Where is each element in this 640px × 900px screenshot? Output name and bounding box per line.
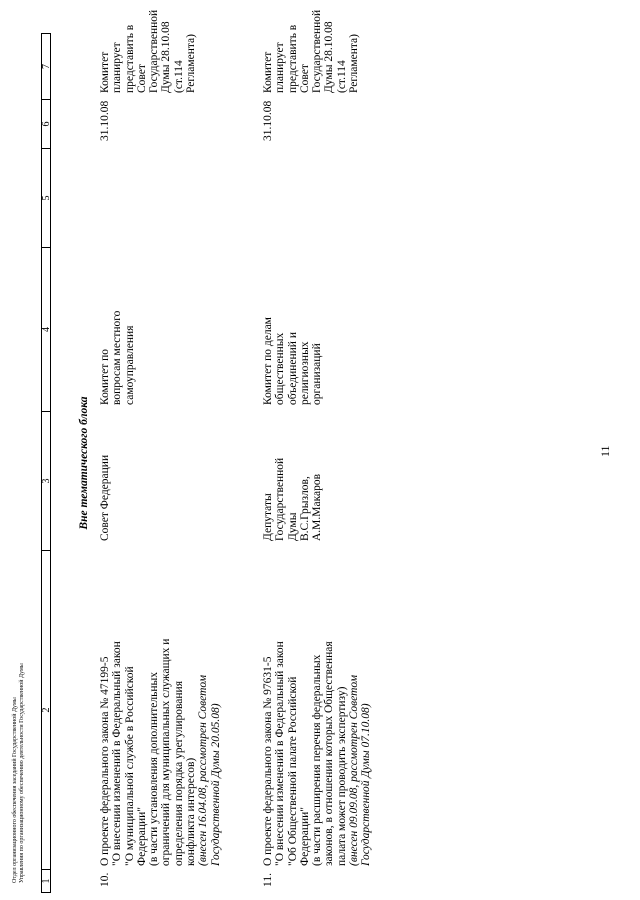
header-col-5: 5 xyxy=(41,148,51,248)
committee-line: религиозных xyxy=(298,341,311,405)
committee-line: общественных xyxy=(274,332,287,405)
section-title: Вне тематического блока xyxy=(78,396,90,530)
header-col-7: 7 xyxy=(41,33,51,100)
plan xyxy=(262,9,361,93)
header-col-1: 1 xyxy=(41,869,51,893)
bill-line: конфликта интересов) xyxy=(185,757,198,866)
bill-note-line: Государственной Думы 07.10.08) xyxy=(360,703,373,866)
bill-line: (в части расширения перечня федеральных xyxy=(311,654,324,866)
committee-line: Комитет по делам xyxy=(262,317,274,405)
header-col-6: 6 xyxy=(41,99,51,149)
plan-line: Государственной xyxy=(311,9,324,93)
bill-line: Федерации" xyxy=(135,806,148,866)
initiator-line: Государственной xyxy=(274,457,287,541)
plan-line: Комитет планирует xyxy=(262,42,287,93)
bill-line: "О внесении изменений в Федеральный закон xyxy=(111,641,124,866)
plan-line: Думы 28.10.08 xyxy=(323,21,336,93)
bill-line: "Об Общественной палате Российской xyxy=(286,676,299,866)
row-number: 10. xyxy=(99,872,111,887)
bill-line: (в части установления дополнительных xyxy=(148,672,161,866)
bill-line: "О муниципальной службе в Российской xyxy=(123,666,136,866)
bill-description xyxy=(262,566,373,866)
plan-line: представить в Совет xyxy=(286,24,311,93)
plan-line: (ст.114 Регламента) xyxy=(335,34,361,93)
bill-line: О проекте федерального закона № 97631-5 xyxy=(262,656,274,866)
bill-note-line: Государственной Думы 20.05.08) xyxy=(209,703,222,866)
header-col-2: 2 xyxy=(41,550,51,870)
committee-line: вопросам местного xyxy=(111,310,124,405)
plan-line: Комитет планирует xyxy=(99,42,124,93)
footer xyxy=(12,663,26,883)
rotated-page xyxy=(6,9,616,893)
bill-line: Федерации" xyxy=(298,806,311,866)
initiator xyxy=(99,421,111,541)
bill-line: "О внесении изменений в Федеральный закон xyxy=(274,641,287,866)
plan-line: (ст.114 Регламента) xyxy=(172,34,198,93)
initiator-line: А.М.Макаров xyxy=(311,473,324,541)
bill-line: законов, в отношении которых Общественная xyxy=(323,641,336,866)
initiator-line: Совет Федерации xyxy=(99,454,111,541)
header-col-4: 4 xyxy=(41,247,51,412)
committee-line: Комитет по xyxy=(99,349,111,405)
committee-line: объединений и xyxy=(286,332,299,405)
initiator xyxy=(262,421,323,541)
date: 31.10.08 xyxy=(262,100,274,141)
footer-line: Управления по организационному обеспечению деятельности Государственной Думы xyxy=(19,663,25,883)
plan-line: Думы 28.10.08 xyxy=(160,21,173,93)
table-header xyxy=(41,33,51,893)
initiator-line: Депутаты xyxy=(262,493,274,541)
initiator-line: Думы xyxy=(286,512,299,541)
initiator-line: В.С.Грызлов, xyxy=(298,476,311,541)
bill-line: ограничений для муниципальных служащих и xyxy=(160,638,173,866)
bill-note-line: (внесен 09.09.08, рассмотрен Советом xyxy=(348,674,361,866)
plan-line: Государственной xyxy=(148,9,161,93)
header-col-3: 3 xyxy=(41,411,51,551)
row-number: 11. xyxy=(262,873,274,887)
committee xyxy=(262,255,323,405)
footer-line: Отдел организационного обеспечения заседаний Государственной Думы xyxy=(12,697,18,883)
bill-line: палата может проводить экспертизу) xyxy=(335,686,348,866)
committee xyxy=(99,255,136,405)
bill-note-line: (внесен 16.04.08, рассмотрен Советом xyxy=(197,674,210,866)
committee-line: самоуправления xyxy=(123,325,136,405)
bill-description xyxy=(99,566,222,866)
committee-line: организаций xyxy=(311,343,324,405)
bill-line: О проекте федерального закона № 47199-5 xyxy=(99,656,111,866)
date: 31.10.08 xyxy=(99,100,111,141)
bill-line: определения порядка урегулирования xyxy=(172,680,185,866)
plan-line: представить в Совет xyxy=(123,24,148,93)
plan xyxy=(99,9,198,93)
page-number: 11 xyxy=(598,445,612,457)
